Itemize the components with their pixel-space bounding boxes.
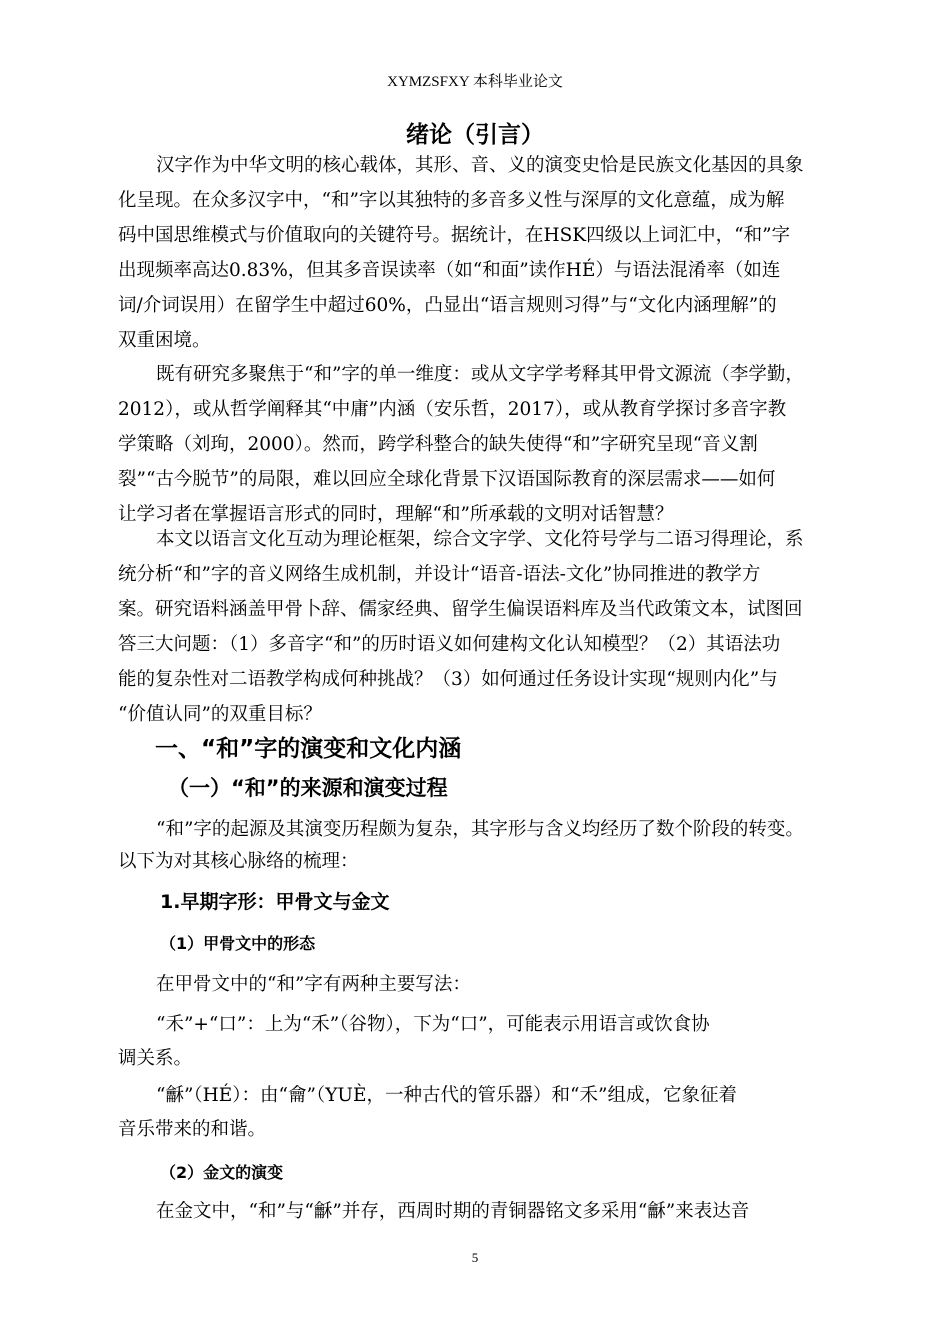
text-line: 裂”“古今脱节”的局限，难以回应全球化背景下汉语国际教育的深层需求——如何 [118, 469, 776, 490]
text-line: 本文以语言文化互动为理论框架，综合文字学、文化符号学与二语习得理论，系 [156, 529, 804, 550]
text-line: 学策略（刘珣，2000）。然而，跨学科整合的缺失使得“和”字研究呈现“音义割 [118, 434, 758, 455]
page-number: 5 [471, 1250, 479, 1265]
text-line: 能的复杂性对二语教学构成何种挑战？（3）如何通过任务设计实现“规则内化”与 [118, 669, 778, 690]
text-line: 出现频率高达0.83%，但其多音误读率（如“和面”读作HÉ）与语法混淆率（如连 [118, 260, 781, 281]
intro-paragraph-2 [118, 357, 838, 532]
text-line: “禾”+“口”：上为“禾”（谷物），下为“口”，可能表示用语言或饮食协 [156, 1014, 710, 1035]
text-line: 2012），或从哲学阐释其“中庸”内涵（安乐哲，2017），或从教育学探讨多音字教 [118, 399, 787, 420]
text-line: 让学习者在掌握语言形式的同时，理解“和”所承载的文明对话智慧？ [118, 504, 674, 525]
text-line: 化呈现。在众多汉字中，“和”字以其独特的多音多义性与深厚的文化意蕴，成为解 [118, 190, 785, 211]
sub-item-heading: （2）金文的演变 [160, 1163, 284, 1182]
text-line: 在甲骨文中的“和”字有两种主要写法： [156, 974, 471, 995]
paragraph-form-1 [118, 1009, 838, 1076]
paragraph-form-2 [118, 1080, 838, 1147]
text-line: 词/介词误用）在留学生中超过60%，凸显出“语言规则习得”与“文化内涵理解”的 [118, 295, 777, 316]
subsection-heading: （一）“和”的来源和演变过程 [168, 776, 448, 800]
text-line: “龢”（HÉ）：由“龠”（YUÈ，一种古代的管乐器）和“禾”组成，它象征着 [156, 1085, 737, 1106]
text-line: 调关系。 [118, 1048, 193, 1069]
text-line: 在金文中，“和”与“龢”并存，西周时期的青铜器铭文多采用“龢”来表达音 [156, 1201, 750, 1222]
running-header: XYMZSFXY 本科毕业论文 [387, 74, 563, 90]
intro-paragraph-3 [118, 522, 838, 732]
text-line: 答三大问题：（1）多音字“和”的历时语义如何建构文化认知模型？（2）其语法功 [118, 634, 781, 655]
text-line: 以下为对其核心脉络的梳理： [118, 851, 359, 872]
text-line: 双重困境。 [118, 330, 211, 351]
intro-paragraph-1 [118, 148, 838, 358]
page-title: 绪论（引言） [406, 122, 544, 148]
section-heading: 一、“和”字的演变和文化内涵 [155, 736, 462, 762]
text-line: 音乐带来的和谐。 [118, 1119, 267, 1140]
text-line: “和”字的起源及其演变历程颇为复杂，其字形与含义均经历了数个阶段的转变。 [156, 819, 804, 840]
paragraph [118, 967, 838, 1002]
subsection-paragraph [118, 812, 838, 877]
text-line: 案。研究语料涵盖甲骨卜辞、儒家经典、留学生偏误语料库及当代政策文本，试图回 [118, 599, 803, 620]
text-line: 统分析“和”字的音义网络生成机制，并设计“语音-语法-文化”协同推进的教学方 [118, 564, 761, 585]
item-heading: 1.早期字形：甲骨文与金文 [160, 891, 390, 913]
text-line: “价值认同”的双重目标？ [118, 704, 322, 725]
text-line: 码中国思维模式与价值取向的关键符号。据统计，在HSK四级以上词汇中，“和”字 [118, 225, 791, 246]
text-line: 既有研究多聚焦于“和”字的单一维度：或从文字学考释其甲骨文源流（李学勤， [156, 364, 804, 385]
paragraph [118, 1194, 838, 1229]
sub-item-heading: （1）甲骨文中的形态 [160, 934, 316, 953]
text-line: 汉字作为中华文明的核心载体，其形、音、义的演变史恰是民族文化基因的具象 [156, 155, 804, 176]
